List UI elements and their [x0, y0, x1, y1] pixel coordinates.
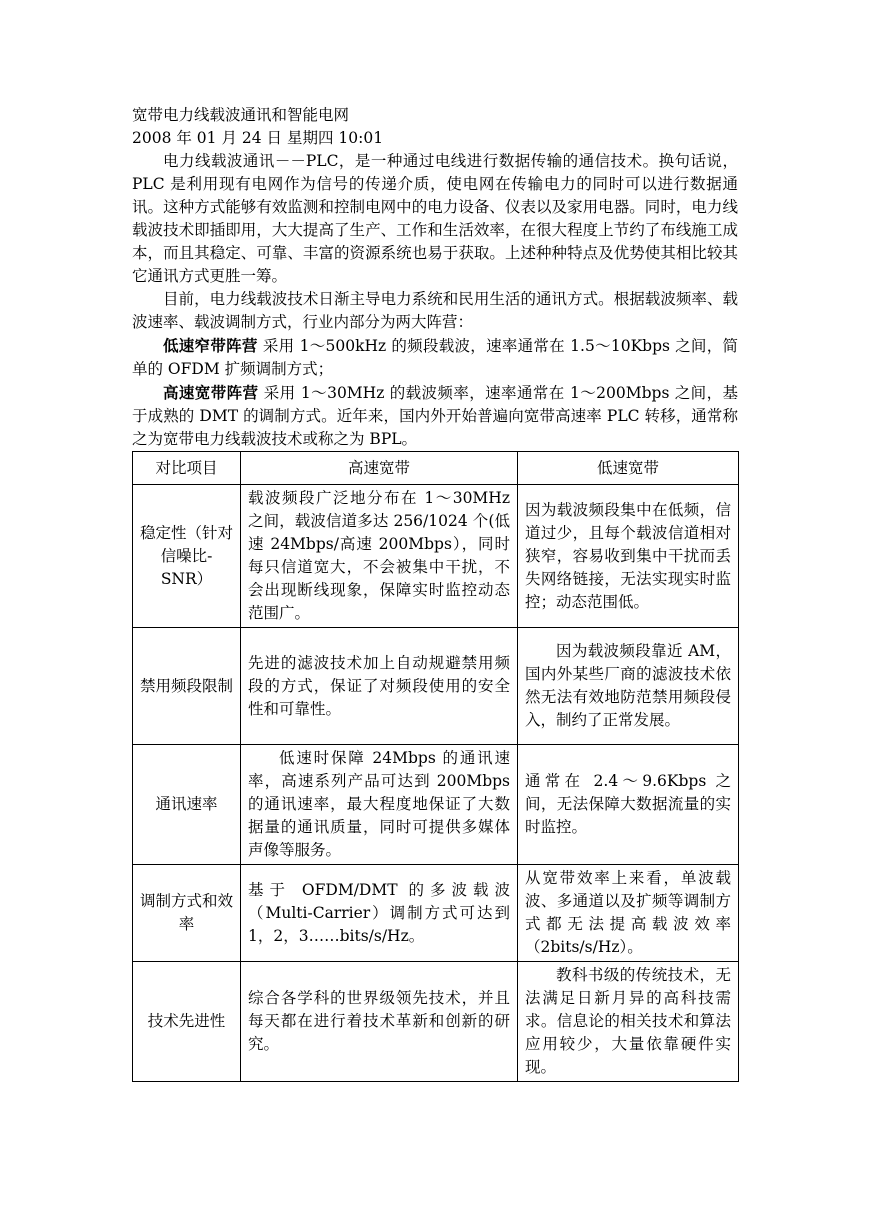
row-low-cell: 因为载波频段靠近 AM，国内外某些厂商的滤波技术依然无法有效地防范禁用频段侵入，制约了正常发展。	[518, 628, 739, 745]
row-low-cell: 从宽带效率上来看，单波载波、多通道以及扩频等调制方式都无法提高载波效率（2bits/s/Hz）。	[518, 865, 739, 962]
paragraph-intro: 电力线载波通讯－－PLC，是一种通过电线进行数据传输的通信技术。换句话说，PLC 是利用现有电网作为信号的传递介质，使电网在传输电力的同时可以进行数据通讯。这种方式能够有效监测和控制电网中的电力设备、仪表以及家用电器。同时，电力线载波技术即插即用，大大提高了生产、工作和生活效率，在很大程度上节约了布线施工成本，而且其稳定、可靠、丰富的资源系统也易于获取。上述种种特点及优势使其相比较其它通讯方式更胜一筹。	[132, 152, 738, 285]
high-speed-text: 采用 1～30MHz 的载波频率，速率通常在 1～200Mbps 之间，基于成熟的 DMT 的调制方式。近年来，国内外开始普遍向宽带高速率 PLC 转移，通常称之为宽带电力线载波技术或称之为 BPL。	[132, 384, 738, 448]
header-low-speed: 低速宽带	[518, 452, 739, 485]
high-speed-label: 高速宽带阵营	[163, 383, 259, 402]
row-item-cell: 通讯速率	[133, 745, 241, 865]
row-item-cell: 调制方式和效率	[133, 865, 241, 962]
row-low-cell: 通常在 2.4～9.6Kbps 之间，无法保障大数据流量的实时监控。	[518, 745, 739, 865]
table-row	[133, 962, 739, 1082]
row-item-cell: 稳定性（针对信噪比-SNR）	[133, 485, 241, 628]
paragraph-high-speed	[132, 381, 738, 451]
row-low-cell: 因为载波频段集中在低频，信道过少，且每个载波信道相对狭窄，容易收到集中干扰而丢失网络链接，无法实现实时监控；动态范围低。	[518, 485, 739, 628]
document-page	[132, 104, 738, 1082]
row-item-cell: 技术先进性	[133, 962, 241, 1082]
row-low-cell: 教科书级的传统技术，无法满足日新月异的高科技需求。信息论的相关技术和算法应用较少，大量依靠硬件实现。	[518, 962, 739, 1082]
low-speed-text: 采用 1～500kHz 的频段载波，速率通常在 1.5～10Kbps 之间，简单的 OFDM 扩频调制方式；	[132, 337, 738, 378]
header-item: 对比项目	[133, 452, 241, 485]
table-row	[133, 628, 739, 745]
low-speed-label: 低速窄带阵营	[163, 336, 258, 355]
row-high-cell: 载波频段广泛地分布在 1～30MHz 之间，载波信道多达 256/1024 个(低速 24Mbps/高速 200Mbps），同时每只信道宽大，不会被集中干扰，不会出现断线现象，保障实时监控动态范围广。	[241, 485, 518, 628]
row-high-cell: 先进的滤波技术加上自动规避禁用频段的方式，保证了对频段使用的安全性和可靠性。	[241, 628, 518, 745]
comparison-table	[132, 451, 739, 1082]
header-high-speed: 高速宽带	[241, 452, 518, 485]
table-row	[133, 865, 739, 962]
table-row	[133, 745, 739, 865]
paragraph-camps: 目前，电力线载波技术日渐主导电力系统和民用生活的通讯方式。根据载波频率、载波速率、载波调制方式，行业内部分为两大阵营：	[132, 290, 738, 331]
doc-title: 宽带电力线载波通讯和智能电网	[132, 106, 350, 124]
doc-date: 2008 年 01 月 24 日 星期四 10:01	[132, 129, 384, 147]
paragraph-low-speed	[132, 334, 738, 381]
table-header-row	[133, 452, 739, 485]
row-high-cell: 低速时保障 24Mbps 的通讯速率，高速系列产品可达到 200Mbps 的通讯速率，最大程度地保证了大数据量的通讯质量，同时可提供多媒体声像等服务。	[241, 745, 518, 865]
row-item-cell: 禁用频段限制	[133, 628, 241, 745]
table-row	[133, 485, 739, 628]
row-high-cell: 基于 OFDM/DMT 的多波载波（Multi-Carrier）调制方式可达到 1，2，3……bits/s/Hz。	[241, 865, 518, 962]
row-high-cell: 综合各学科的世界级领先技术，并且每天都在进行着技术革新和创新的研究。	[241, 962, 518, 1082]
